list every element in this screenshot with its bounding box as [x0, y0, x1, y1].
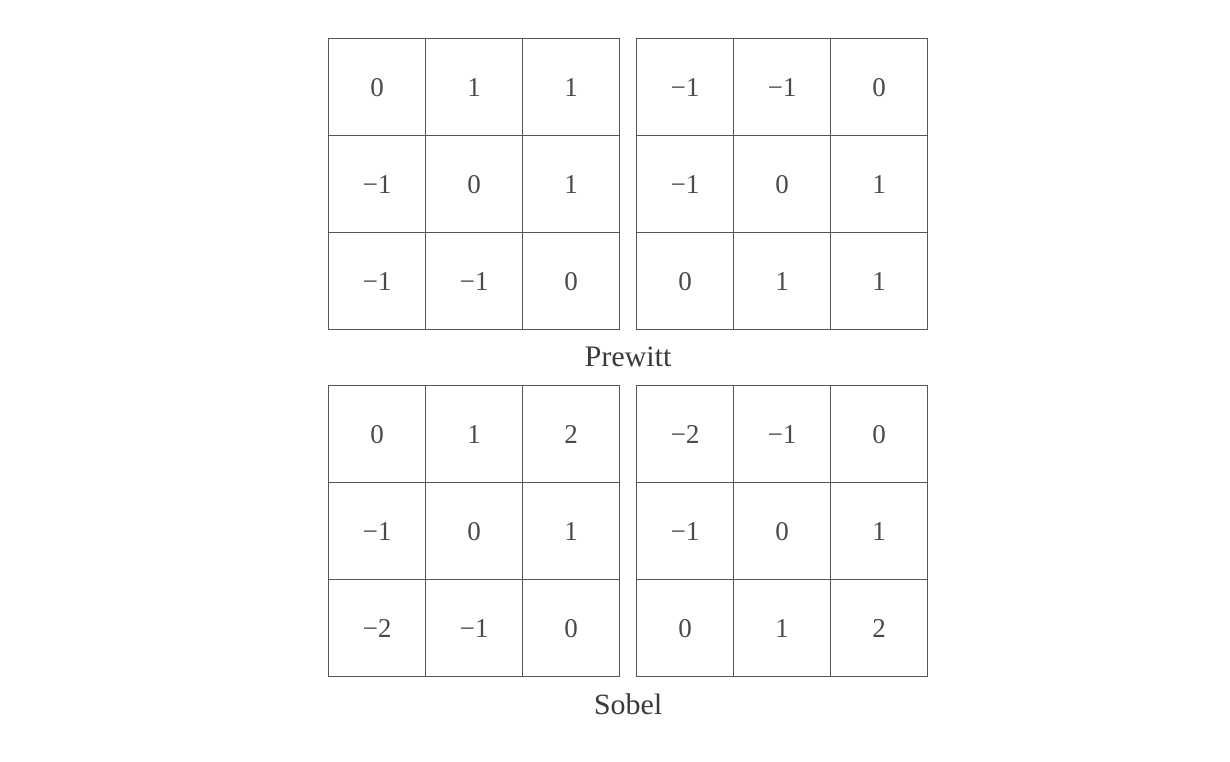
kernel-row — [329, 233, 620, 330]
kernel-row — [637, 233, 928, 330]
kernel-cell: 1 — [426, 39, 523, 136]
kernel-cell: 1 — [523, 483, 620, 580]
sobel-kernel-left — [328, 385, 620, 677]
kernel-cell: 1 — [734, 233, 831, 330]
kernel-row — [637, 483, 928, 580]
kernel-cell: 0 — [734, 136, 831, 233]
prewitt-kernel-left — [328, 38, 620, 330]
kernel-cell: −2 — [329, 580, 426, 677]
kernel-row — [329, 136, 620, 233]
kernel-cell: −1 — [426, 580, 523, 677]
kernel-cell: 1 — [734, 580, 831, 677]
kernel-cell: 0 — [523, 233, 620, 330]
prewitt-caption: Prewitt — [584, 340, 672, 373]
kernel-row — [637, 580, 928, 677]
kernel-cell: 0 — [523, 580, 620, 677]
kernel-row — [637, 136, 928, 233]
kernel-cell: 1 — [831, 233, 928, 330]
kernel-row — [329, 483, 620, 580]
kernel-cell: 1 — [831, 136, 928, 233]
sobel-caption: Sobel — [593, 688, 663, 721]
sobel-kernel-right — [636, 385, 928, 677]
kernel-cell: 0 — [426, 483, 523, 580]
kernel-row — [329, 386, 620, 483]
kernel-cell: −1 — [637, 39, 734, 136]
kernel-cell: 0 — [637, 233, 734, 330]
kernel-cell: 1 — [523, 136, 620, 233]
kernel-cell: 0 — [637, 580, 734, 677]
kernel-cell: 0 — [831, 39, 928, 136]
kernel-cell: 2 — [831, 580, 928, 677]
prewitt-kernel-right — [636, 38, 928, 330]
kernel-cell: −1 — [329, 483, 426, 580]
kernel-cell: −2 — [637, 386, 734, 483]
kernel-cell: 0 — [329, 386, 426, 483]
kernel-row — [637, 39, 928, 136]
kernel-cell: 0 — [426, 136, 523, 233]
kernel-cell: −1 — [637, 483, 734, 580]
kernel-cell: −1 — [426, 233, 523, 330]
kernel-cell: −1 — [734, 39, 831, 136]
kernel-cell: 2 — [523, 386, 620, 483]
kernel-cell: −1 — [734, 386, 831, 483]
kernel-row — [329, 580, 620, 677]
kernel-cell: −1 — [637, 136, 734, 233]
kernel-cell: −1 — [329, 233, 426, 330]
kernel-cell: 1 — [831, 483, 928, 580]
kernel-cell: 1 — [523, 39, 620, 136]
kernel-cell: 1 — [426, 386, 523, 483]
kernel-cell: 0 — [831, 386, 928, 483]
kernel-cell: 0 — [734, 483, 831, 580]
kernel-cell: −1 — [329, 136, 426, 233]
kernel-cell: 0 — [329, 39, 426, 136]
kernel-row — [637, 386, 928, 483]
kernel-row — [329, 39, 620, 136]
